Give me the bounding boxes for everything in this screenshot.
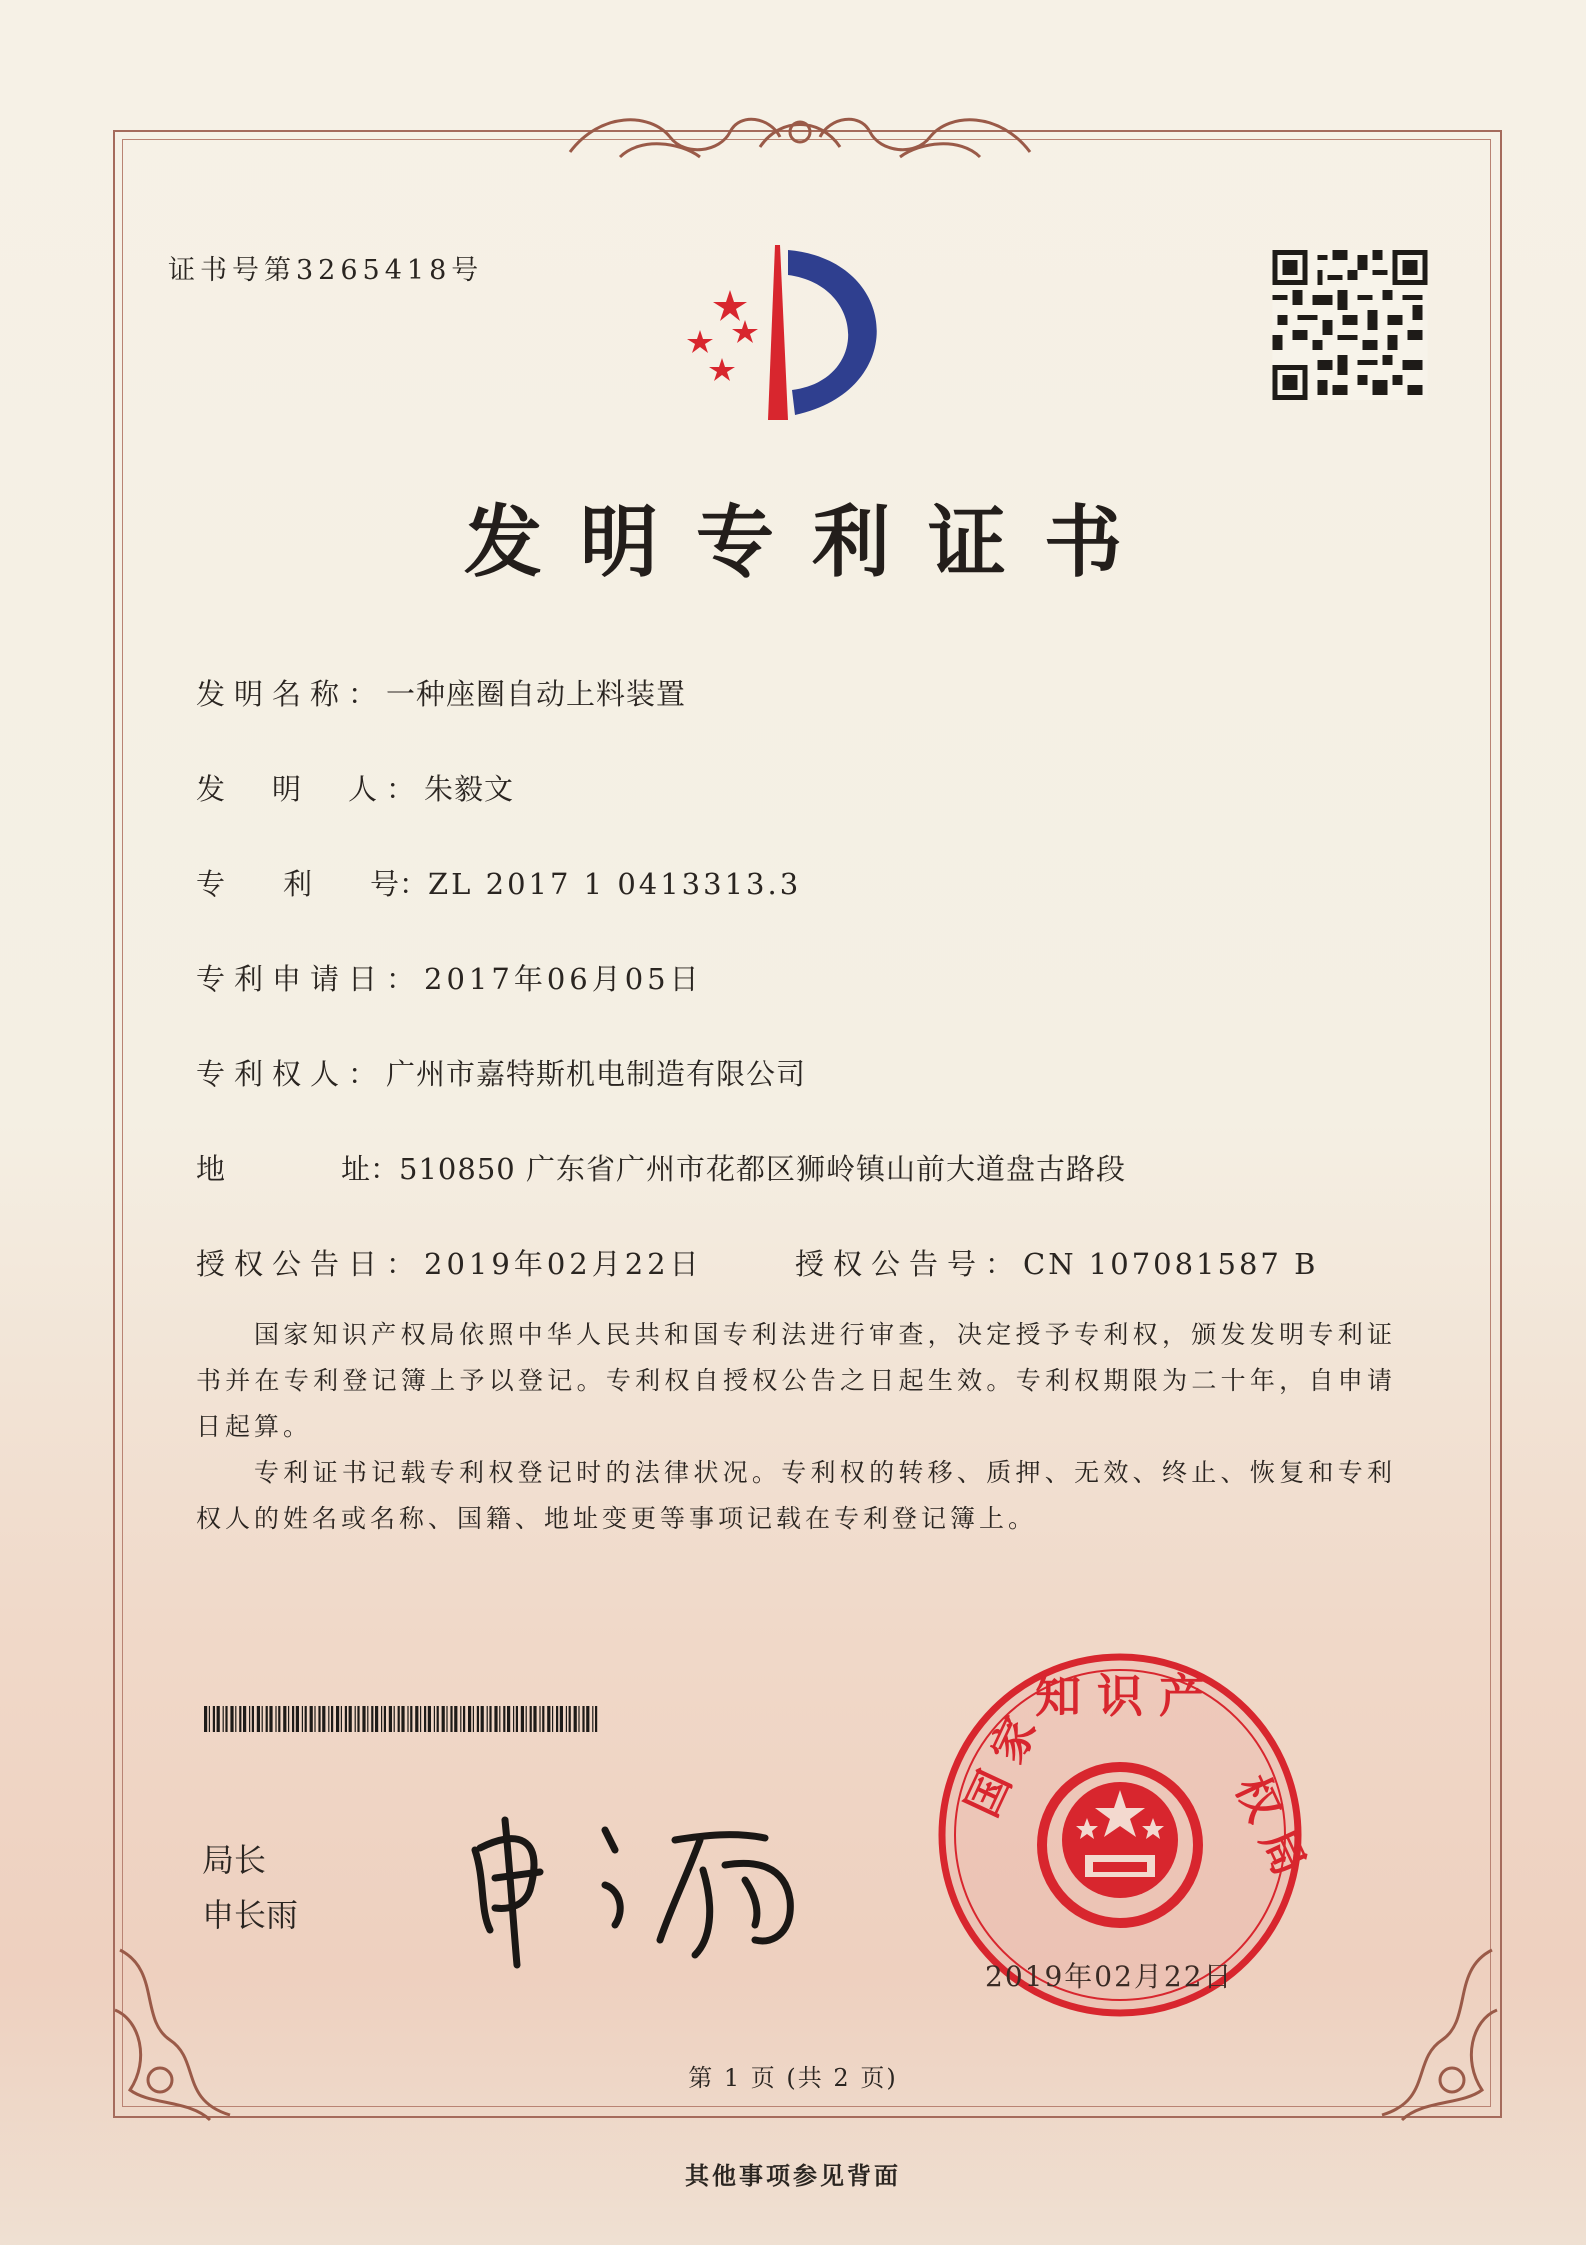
seal-date: 2019年02月22日	[985, 1960, 1234, 1993]
top-ornament-icon	[560, 92, 1040, 172]
inventor-row	[196, 767, 514, 808]
filing-date-value: 2017年06月05日	[424, 962, 703, 996]
invention-name-value: 一种座圈自动上料装置	[386, 677, 687, 711]
filing-date-label: 专利申请日：	[196, 962, 425, 996]
paragraph-grant: 国家知识产权局依照中华人民共和国专利法进行审查，决定授予专利权，颁发发明专利证书并在专利登记簿上予以登记。专利权自授权公告之日起生效。专利权期限为二十年，自申请日起算。	[196, 1320, 1396, 1441]
filing-date-row	[196, 957, 703, 998]
patent-number-label: 专 利 号：	[196, 867, 429, 901]
director-signature-icon	[455, 1790, 815, 1970]
address-row	[196, 1147, 1126, 1188]
director-title: 局长	[202, 1841, 267, 1879]
grant-number-row	[795, 1242, 1318, 1283]
patent-number-row	[196, 862, 801, 903]
patentee-row	[196, 1052, 806, 1093]
svg-text:国 家: 国 家	[956, 1709, 1047, 1825]
certificate-number: 证书号第3265418号	[168, 255, 484, 286]
address-value: 510850 广东省广州市花都区狮岭镇山前大道盘古路段	[399, 1152, 1126, 1186]
page-title: 发明专利证书	[463, 497, 1160, 588]
grant-date-row	[196, 1242, 703, 1283]
patentee-value: 广州市嘉特斯机电制造有限公司	[386, 1057, 807, 1091]
bottom-left-ornament-icon	[100, 1930, 250, 2130]
grant-date-value: 2019年02月22日	[424, 1247, 703, 1281]
patent-number-value: ZL 2017 1 0413313.3	[428, 867, 802, 901]
bottom-right-ornament-icon	[1362, 1930, 1512, 2130]
barcode-icon	[204, 1706, 604, 1732]
address-label: 地 址：	[196, 1152, 400, 1186]
qr-code-icon	[1272, 250, 1428, 400]
grant-date-label: 授权公告日：	[196, 1247, 425, 1281]
inventor-label: 发 明 人：	[196, 772, 425, 806]
footer-note: 其他事项参见背面	[685, 2161, 901, 2190]
grant-number-value: CN 107081587 B	[1023, 1247, 1319, 1281]
patentee-label: 专利权人：	[196, 1057, 387, 1091]
paragraph-legal-status: 专利证书记载专利权登记时的法律状况。专利权的转移、质押、无效、终止、恢复和专利权人的姓名或名称、国籍、地址变更等事项记载在专利登记簿上。	[196, 1458, 1396, 1533]
director-name: 申长雨	[202, 1896, 299, 1934]
seal-lettering: 知 识 产	[1034, 1669, 1206, 1723]
page-number: 第 1 页 (共 2 页)	[688, 2064, 898, 2092]
inventor-value: 朱毅文	[424, 772, 515, 806]
grant-number-label: 授权公告号：	[795, 1247, 1024, 1281]
invention-name-label: 发明名称：	[196, 677, 387, 711]
svg-text:权 局: 权 局	[1225, 1768, 1315, 1884]
invention-name-row	[196, 672, 686, 713]
cnipa-logo-icon	[680, 240, 940, 430]
